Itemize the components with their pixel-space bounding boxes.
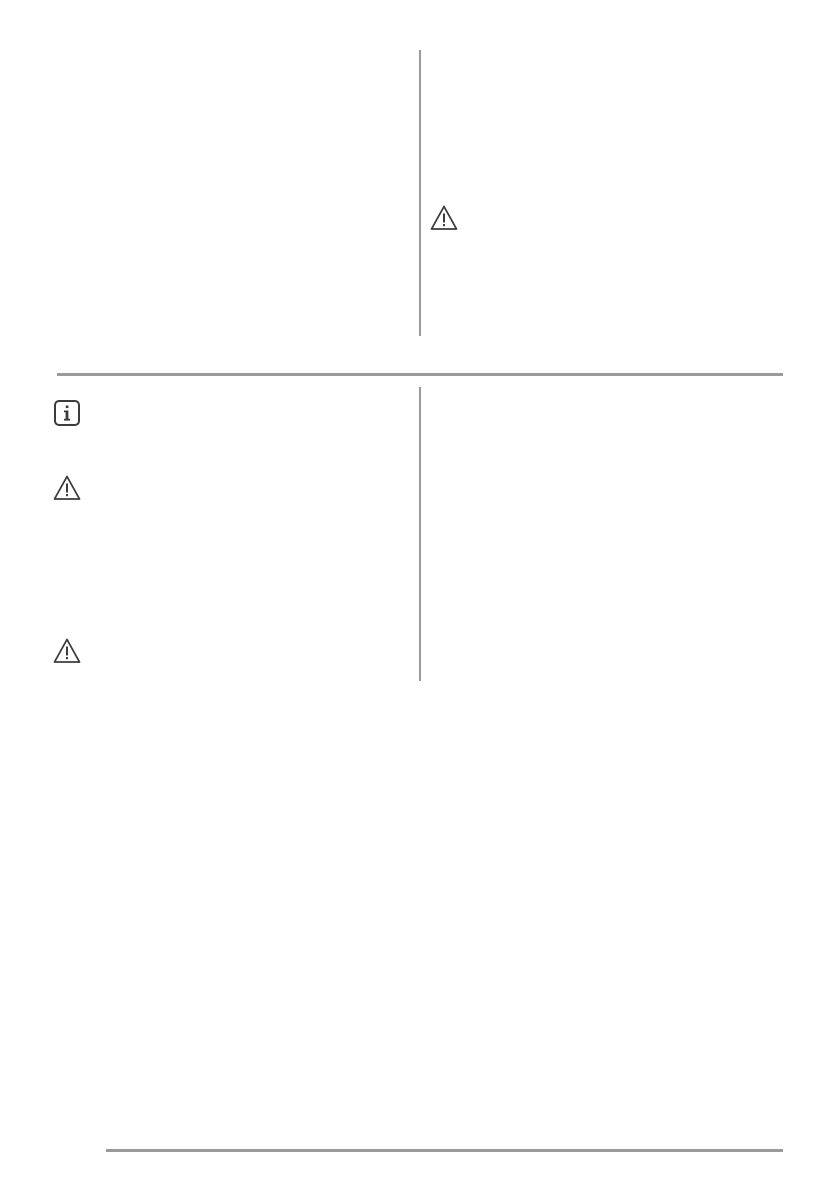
warning-triangle-icon (52, 636, 82, 666)
info-icon (52, 398, 82, 428)
warning-triangle-icon (429, 203, 459, 233)
warning-triangle-icon (52, 473, 82, 503)
lower-column-divider (419, 387, 421, 681)
upper-column-divider (419, 50, 421, 336)
footer-rule (106, 1149, 783, 1152)
section-divider-rule (57, 373, 783, 376)
